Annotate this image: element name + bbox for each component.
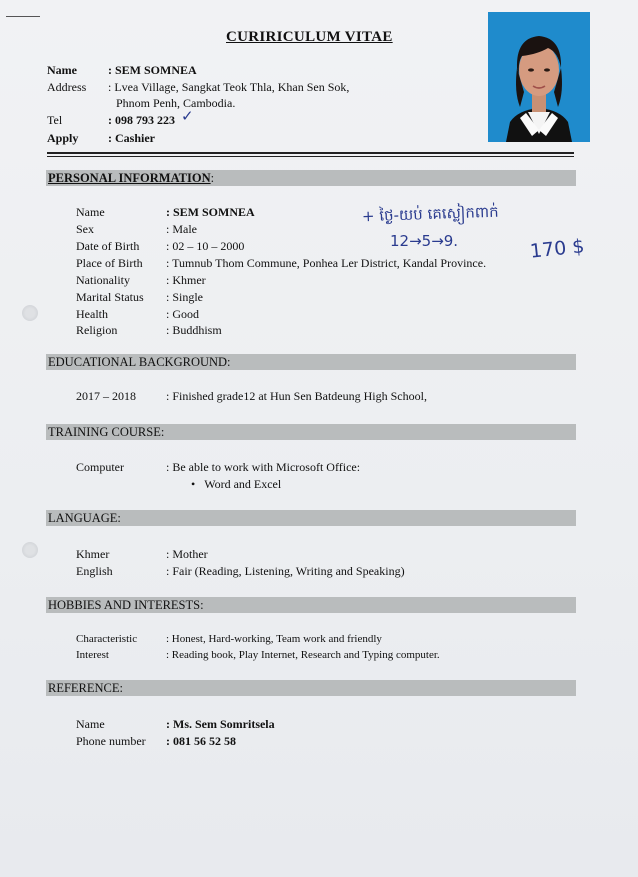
section-hobbies-heading: HOBBIES AND INTERESTS:	[46, 597, 576, 613]
reference-label: Name	[76, 717, 105, 731]
personal-value: : Buddhism	[166, 323, 222, 337]
header-tel-value: : 098 793 223	[108, 113, 175, 127]
personal-value: : Single	[166, 290, 204, 304]
education-label: 2017 – 2018	[76, 389, 136, 403]
header-apply-label: Apply	[47, 131, 79, 145]
personal-label: Place of Birth	[76, 256, 143, 270]
header-tel-label: Tel	[47, 113, 63, 127]
header-divider	[47, 152, 574, 154]
section-education-heading: EDUCATIONAL BACKGROUND:	[46, 354, 576, 370]
personal-value: : Good	[166, 307, 199, 321]
personal-value: : Tumnub Thom Commune, Ponhea Ler District, Kandal Province.	[166, 256, 487, 270]
section-training-heading: TRAINING COURSE:	[46, 424, 576, 440]
hobbies-value: : Honest, Hard-working, Team work and friendly	[166, 633, 382, 645]
training-bullet-text: Word and Excel	[204, 477, 282, 491]
language-value: : Fair (Reading, Listening, Writing and Speaking)	[166, 564, 405, 578]
section-language-heading: LANGUAGE:	[46, 510, 576, 526]
handwritten-khmer-note: + ថ្ងៃ-យប់ គេស្លៀកពាក់	[361, 202, 499, 226]
personal-label: Name	[76, 205, 105, 219]
training-bullet	[191, 476, 281, 492]
personal-label: Marital Status	[76, 290, 144, 304]
personal-value: : Khmer	[166, 273, 206, 287]
personal-label: Religion	[76, 323, 118, 337]
header-address-label: Address	[47, 80, 87, 94]
section-personal-colon: :	[210, 171, 215, 185]
hobbies-label: Interest	[76, 649, 109, 661]
personal-label: Health	[76, 307, 108, 321]
document-title: CURIRICULUM VITAE	[226, 29, 393, 45]
handwritten-date-note: 12→5→9.	[390, 232, 459, 250]
portrait-image	[488, 12, 590, 142]
header-divider-thin	[47, 156, 574, 157]
profile-photo	[488, 12, 590, 142]
personal-value: : Male	[166, 222, 197, 236]
section-personal-title: PERSONAL INFORMATION	[48, 171, 211, 185]
header-apply-value: : Cashier	[108, 131, 155, 145]
header-name-value: : SEM SOMNEA	[108, 63, 197, 77]
personal-label: Date of Birth	[76, 239, 140, 253]
handwritten-amount-note: 170 $	[528, 235, 586, 263]
header-address-value-2: Phnom Penh, Cambodia.	[116, 96, 236, 110]
language-label: English	[76, 564, 113, 578]
header-address-value: : Lvea Village, Sangkat Teok Thla, Khan Sen Sok,	[108, 80, 350, 94]
corner-mark	[6, 16, 40, 17]
reference-value: : 081 56 52 58	[166, 734, 236, 748]
education-value: : Finished grade12 at Hun Sen Batdeung High School,	[166, 389, 427, 403]
personal-value: : SEM SOMNEA	[166, 205, 255, 219]
reference-value: : Ms. Sem Somritsela	[166, 717, 275, 731]
training-label: Computer	[76, 460, 124, 474]
punch-hole	[22, 542, 38, 558]
language-value: : Mother	[166, 547, 208, 561]
header-name-label: Name	[47, 63, 77, 77]
language-label: Khmer	[76, 547, 110, 561]
reference-label: Phone number	[76, 734, 146, 748]
personal-label: Nationality	[76, 273, 130, 287]
handwritten-tick: ✓	[181, 107, 194, 125]
section-personal-heading	[46, 170, 576, 186]
hobbies-value: : Reading book, Play Internet, Research and Typing computer.	[166, 649, 440, 661]
section-reference-heading: REFERENCE:	[46, 680, 576, 696]
personal-label: Sex	[76, 222, 94, 236]
personal-value: : 02 – 10 – 2000	[166, 239, 245, 253]
hobbies-label: Characteristic	[76, 633, 138, 645]
punch-hole	[22, 305, 38, 321]
training-value: : Be able to work with Microsoft Office:	[166, 460, 361, 474]
bullet-dot-icon: •	[191, 477, 196, 491]
